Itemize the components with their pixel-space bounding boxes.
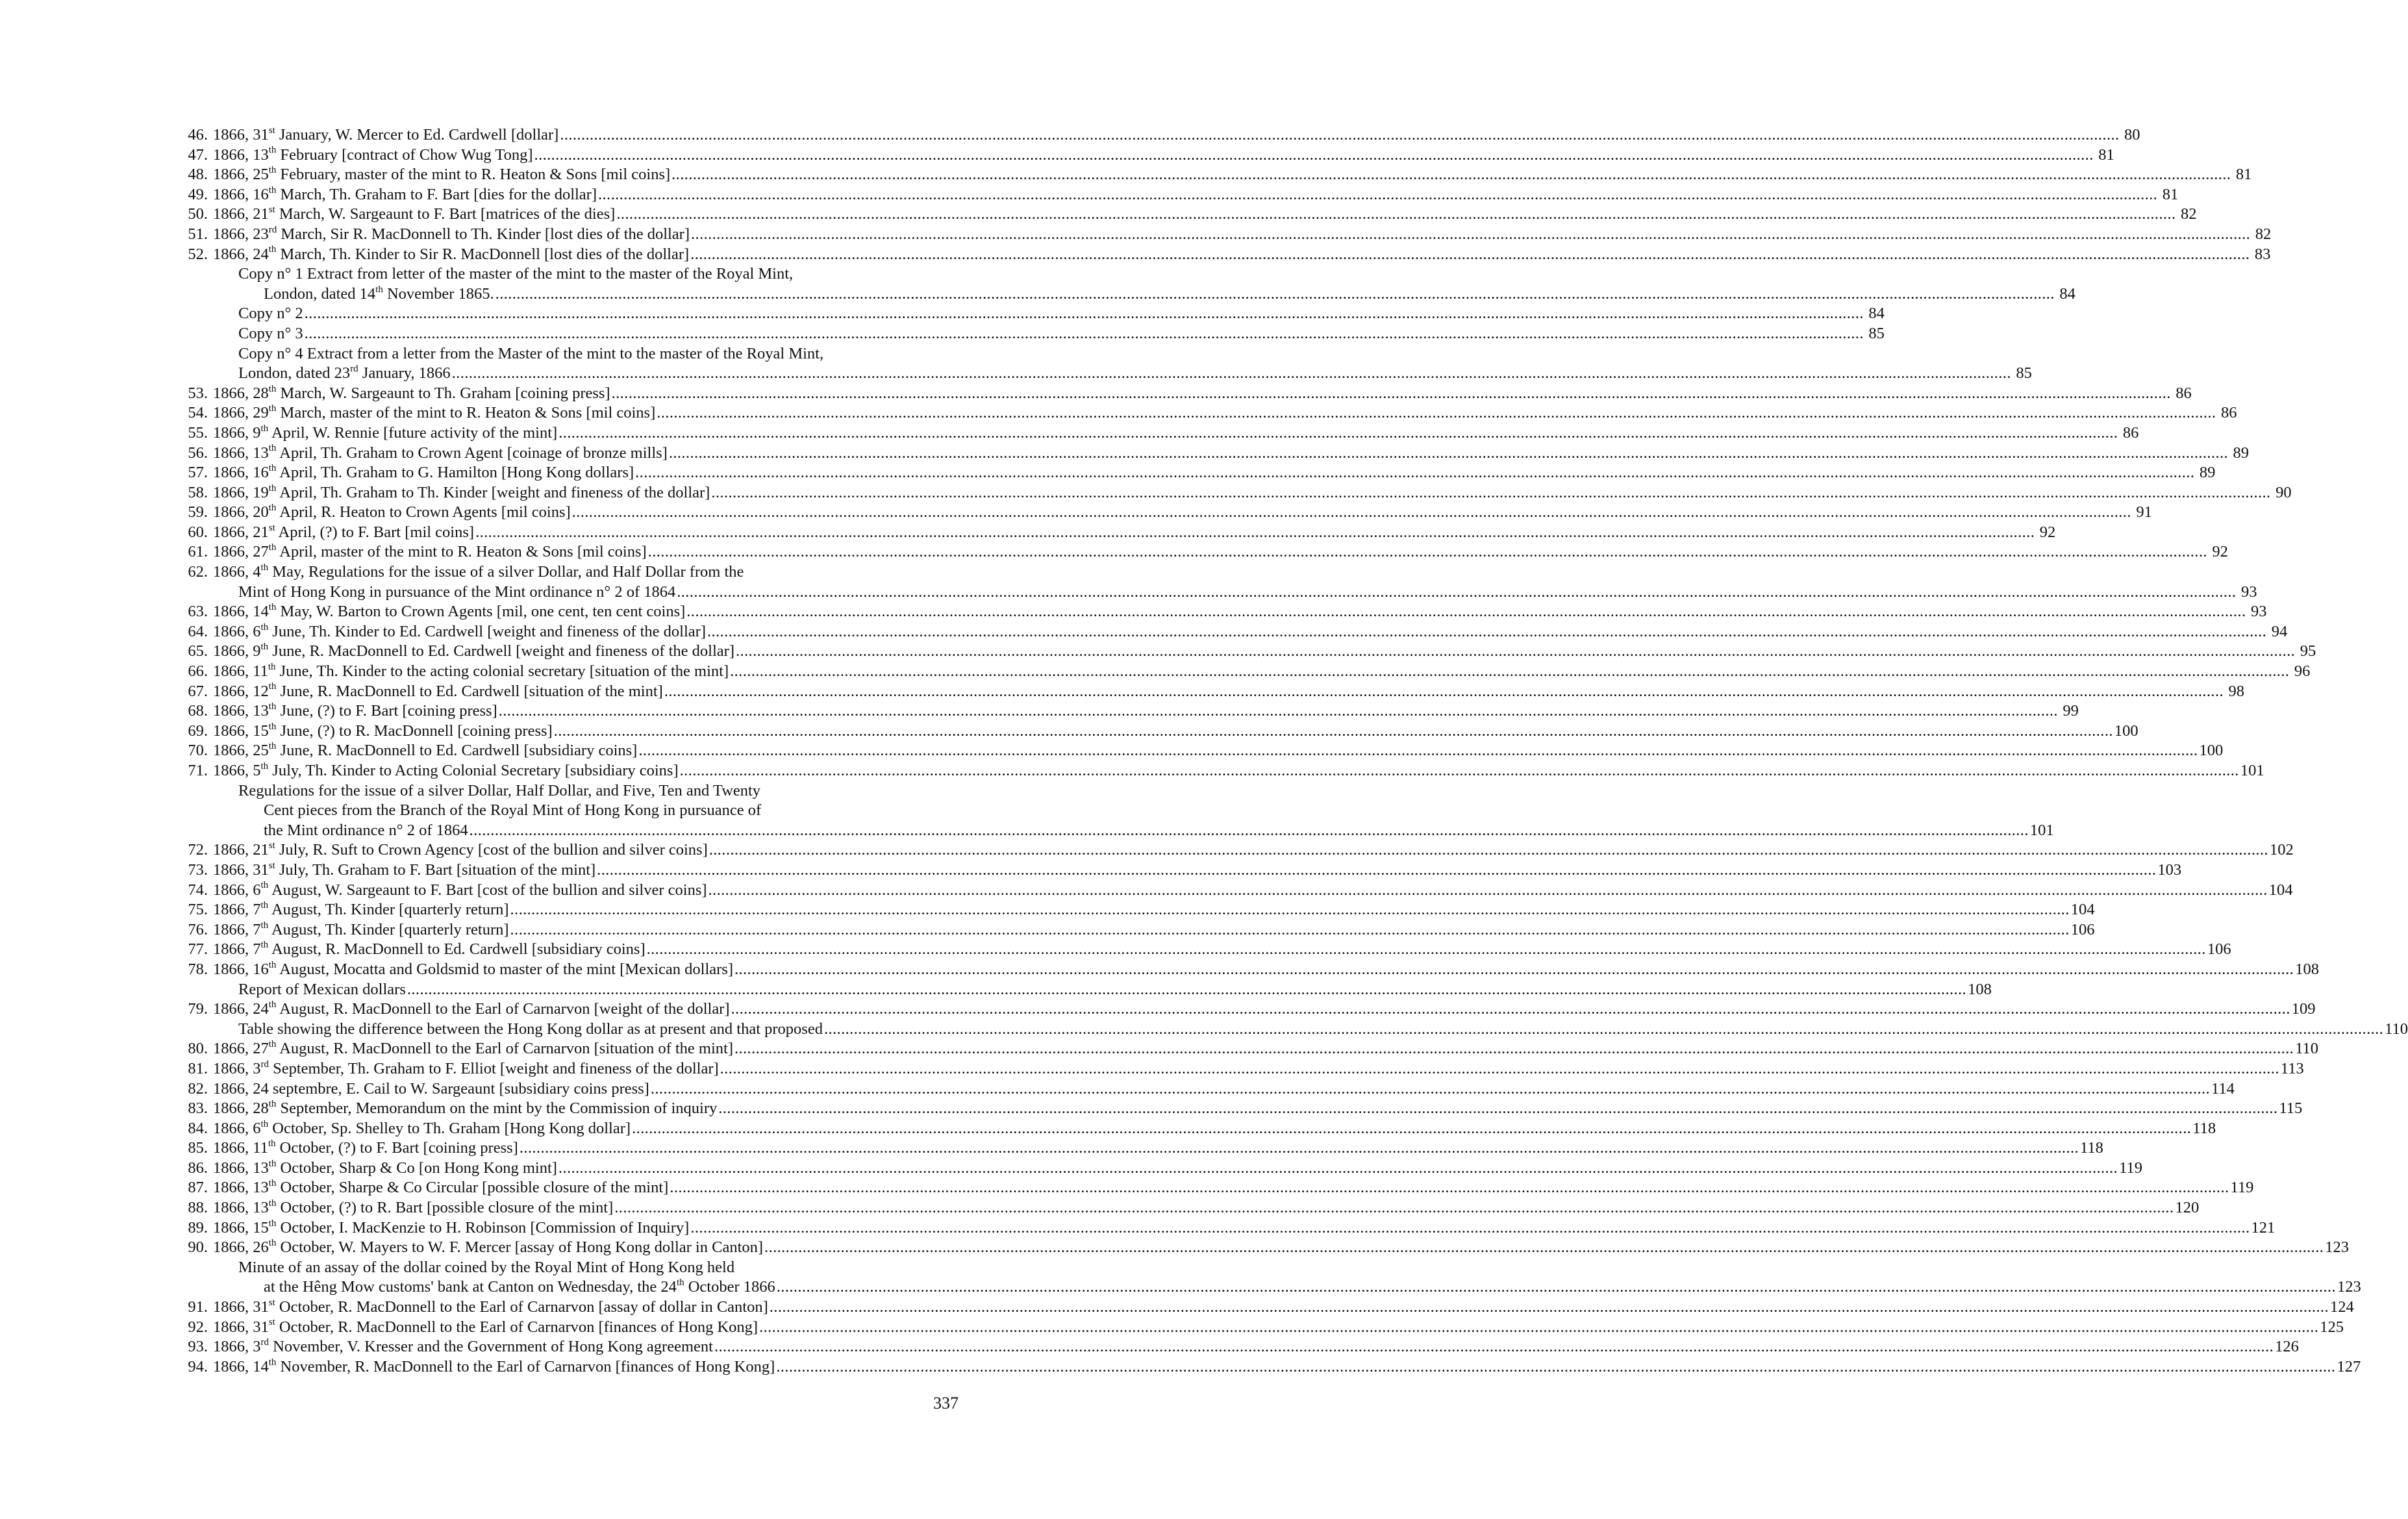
dot-leader (560, 125, 2119, 145)
entry-page: 83 (2254, 245, 2271, 263)
entry-page: 110 (2295, 1040, 2319, 1058)
toc-entry (179, 1039, 2319, 1059)
entry-page: 98 (2228, 682, 2245, 700)
entry-page: 101 (2240, 762, 2264, 779)
entry-page: 108 (2295, 960, 2319, 978)
entry-title: 1866, 24th March, Th. Kinder to Sir R. MacDonnell [lost dies of the dollar] (213, 244, 690, 263)
entry-title: 1866, 25th February, master of the mint to R. Heaton & Sons [mil coins] (213, 165, 671, 184)
entry-number: 51. (188, 225, 208, 243)
entry-number: 85. (188, 1139, 208, 1157)
toc-entry (179, 1158, 2142, 1179)
toc-entry (179, 403, 2237, 423)
entry-title: 1866, 25th June, R. MacDonnell to Ed. Cardwell [subsidiary coins] (213, 741, 638, 760)
entry-number: 76. (188, 920, 208, 938)
entry-title: Minute of an assay of the dollar coined by the Royal Mint of Hong Kong held (238, 1258, 735, 1276)
dot-leader (470, 821, 2029, 841)
dot-leader (734, 1039, 2294, 1059)
toc-entry (179, 840, 2294, 860)
entry-page: 106 (2207, 940, 2231, 959)
entry-title: 1866, 31st July, Th. Graham to F. Bart [situation of the mint] (213, 860, 596, 879)
entry-title: Copy n° 2 (238, 305, 303, 323)
entry-page: 82 (2181, 205, 2197, 223)
entry-title: London, dated 23rd January, 1866 (238, 363, 451, 383)
entry-page: 104 (2070, 901, 2095, 919)
entry-page: 101 (2029, 821, 2054, 839)
toc-entry (179, 145, 2114, 166)
dot-leader (776, 1357, 2335, 1377)
entry-number: 49. (188, 185, 208, 203)
entry-title: Report of Mexican dollars (238, 980, 406, 998)
entry-number: 83. (188, 1099, 208, 1118)
entry-page: 84 (1868, 305, 1885, 323)
entry-number: 77. (188, 940, 208, 959)
toc-entry (179, 999, 2316, 1020)
toc-entry (179, 1317, 2344, 1338)
toc-entry (179, 860, 2182, 881)
entry-title: Regulations for the issue of a silver Dollar, Half Dollar, and Five, Ten and Twenty (238, 781, 761, 799)
toc-entry (179, 165, 2252, 185)
entry-title: 1866, 4th May, Regulations for the issue of a silver Dollar, and Half Dollar from the (213, 562, 744, 581)
entry-title: 1866, 13th October, Sharpe & Co Circular [possible closure of the mint] (213, 1178, 669, 1197)
entry-number: 65. (188, 642, 208, 660)
toc-entry (179, 1178, 2254, 1198)
dot-leader (730, 662, 2289, 682)
toc-entry (179, 205, 2197, 225)
toc-entry (179, 1258, 959, 1278)
toc-entry (179, 1277, 2361, 1298)
toc-entry (179, 284, 2076, 305)
entry-title: 1866, 13th April, Th. Graham to Crown Agent [coinage of bronze mills] (213, 443, 668, 462)
dot-leader (510, 900, 2070, 920)
entry-page: 85 (2016, 364, 2032, 383)
entry-number: 73. (188, 860, 208, 879)
toc-entry (179, 821, 2054, 841)
entry-page: 91 (2136, 503, 2152, 521)
entry-number: 93. (188, 1338, 208, 1356)
entry-number: 86. (188, 1159, 208, 1177)
entry-title: 1866, 27th August, R. MacDonnell to the Earl of Carnarvon [situation of the mint] (213, 1039, 733, 1058)
entry-title: 1866, 21st March, W. Sargeaunt to F. Bart [matrices of the dies] (213, 205, 616, 223)
entry-page: 86 (2220, 404, 2237, 422)
entry-number: 47. (188, 145, 208, 164)
entry-title: 1866, 9th June, R. MacDonnell to Ed. Cardwell [weight and fineness of the dollar] (213, 642, 734, 660)
dot-leader (714, 1337, 2274, 1357)
toc-entry (179, 184, 2179, 205)
dot-leader (707, 622, 2266, 642)
entry-title: 1866, 31st January, W. Mercer to Ed. Cardwell [dollar] (213, 125, 559, 144)
toc-entry (179, 443, 2250, 464)
entry-number: 61. (188, 543, 208, 561)
entry-page: 123 (2337, 1278, 2361, 1296)
entry-title: 1866, 28th March, W. Sargeaunt to Th. Graham [coining press] (213, 383, 610, 402)
entry-title: 1866, 28th September, Memorandum on the mint by the Commission of inquiry (213, 1098, 718, 1118)
entry-number: 57. (188, 464, 208, 482)
dot-leader (495, 284, 2055, 305)
entry-title: Cent pieces from the Branch of the Royal Mint of Hong Kong in pursuance of (264, 801, 762, 820)
dot-leader (598, 185, 2157, 205)
dot-leader (638, 741, 2198, 761)
entry-page: 81 (2098, 145, 2114, 164)
entry-number: 84. (188, 1119, 208, 1137)
entry-title: 1866, 16th March, Th. Graham to F. Bart [dies for the dollar] (213, 184, 597, 203)
entry-title: 1866, 7th August, R. MacDonnell to Ed. Cardwell [subsidiary coins] (213, 940, 646, 959)
toc-entry (179, 959, 2319, 980)
dot-leader (554, 722, 2113, 742)
entry-title: 1866, 3rd November, V. Kresser and the Government of Hong Kong agreement (213, 1337, 713, 1356)
entry-title: 1866, 27th April, master of the mint to R. Heaton & Sons [mil coins] (213, 542, 647, 561)
entry-number: 70. (188, 742, 208, 760)
dot-leader (305, 324, 1864, 344)
entry-page: 92 (2039, 523, 2056, 541)
entry-number: 55. (188, 423, 208, 442)
entry-number: 88. (188, 1199, 208, 1217)
dot-leader (777, 1277, 2336, 1298)
toc-entry (179, 880, 2293, 901)
entry-title: 1866, 21st July, R. Suft to Crown Agency [cost of the bullion and silver coins] (213, 840, 708, 859)
dot-leader (680, 761, 2239, 781)
dot-leader (614, 1198, 2174, 1218)
entry-page: 118 (2080, 1139, 2103, 1157)
entry-number: 79. (188, 1000, 208, 1018)
dot-leader (709, 881, 2268, 901)
toc-entry (179, 1059, 2304, 1079)
entry-page: 110 (2385, 1020, 2408, 1038)
toc-entry (179, 522, 2056, 543)
dot-leader (690, 1218, 2250, 1238)
entry-title: Mint of Hong Kong in pursuance of the Mint ordinance n° 2 of 1864 (238, 583, 676, 601)
toc-entry (179, 125, 2140, 145)
entry-title: Copy n° 3 (238, 324, 303, 342)
toc-entry (179, 1079, 2235, 1099)
dot-leader (616, 205, 2176, 225)
toc-entry (179, 920, 2095, 940)
entry-title: 1866, 16th April, Th. Graham to G. Hamilton [Hong Kong dollars] (213, 462, 634, 482)
entry-number: 82. (188, 1079, 208, 1098)
entry-page: 84 (2059, 284, 2076, 303)
entry-number: 81. (188, 1059, 208, 1077)
dot-leader (764, 1238, 2324, 1258)
entry-number: 90. (188, 1238, 208, 1257)
entry-title: 1866, 11th October, (?) to F. Bart [coining press] (213, 1138, 518, 1157)
entry-number: 74. (188, 881, 208, 899)
dot-leader (677, 583, 2236, 603)
entry-title: 1866, 7th August, Th. Kinder [quarterly return] (213, 900, 509, 919)
toc-entry (179, 344, 959, 364)
toc-entry (179, 583, 2257, 603)
dot-leader (731, 999, 2290, 1020)
entry-page: 120 (2175, 1199, 2200, 1217)
dot-leader (558, 423, 2118, 444)
dot-leader (734, 960, 2294, 980)
entry-title: 1866, 13th October, (?) to R. Bart [possible closure of the mint] (213, 1198, 614, 1217)
entry-title: 1866, 14th November, R. MacDonnell to the Earl of Carnarvon [finances of Hong Kong] (213, 1357, 775, 1375)
entry-page: 124 (2329, 1298, 2354, 1316)
dot-leader (572, 503, 2131, 523)
entry-number: 80. (188, 1040, 208, 1058)
toc-entry (179, 324, 1885, 344)
entry-page: 85 (1868, 324, 1885, 342)
entry-page: 92 (2212, 543, 2228, 561)
toc-entry (179, 1198, 2200, 1218)
entry-page: 121 (2251, 1218, 2276, 1237)
table-of-contents (179, 125, 2408, 1377)
dot-leader (657, 403, 2216, 423)
entry-number: 64. (188, 622, 208, 640)
entry-number: 56. (188, 444, 208, 462)
entry-number: 87. (188, 1179, 208, 1197)
entry-title: the Mint ordinance n° 2 of 1864 (264, 821, 468, 839)
toc-entry (179, 1218, 2276, 1238)
toc-entry (179, 562, 959, 583)
entry-title: 1866, 15th June, (?) to R. MacDonnell [coining press] (213, 721, 553, 740)
dot-leader (632, 1119, 2191, 1139)
toc-entry (179, 483, 2292, 503)
entry-page: 81 (2162, 185, 2179, 203)
dot-leader (736, 642, 2295, 662)
entry-title: 1866, 21st April, (?) to F. Bart [mil coins] (213, 522, 475, 541)
entry-number: 48. (188, 166, 208, 184)
entry-page: 114 (2211, 1079, 2235, 1098)
entry-page: 102 (2269, 841, 2294, 859)
page-number: 337 (933, 1394, 959, 1412)
entry-title: 1866, 24 septembre, E. Cail to W. Sargeaunt [subsidiary coins press] (213, 1079, 649, 1098)
toc-entry (179, 621, 2288, 642)
dot-leader (718, 1099, 2277, 1119)
dot-leader (670, 1178, 2229, 1198)
entry-number: 89. (188, 1218, 208, 1237)
toc-entry (179, 721, 2138, 742)
toc-entry (179, 462, 2216, 483)
entry-title: 1866, 19th April, Th. Graham to Th. Kinder [weight and fineness of the dollar] (213, 483, 710, 501)
entry-page: 82 (2255, 225, 2272, 243)
entry-page: 123 (2325, 1238, 2349, 1257)
dot-leader (720, 1059, 2279, 1079)
entry-title: 1866, 31st October, R. MacDonnell to the Earl of Carnarvon [finances of Hong Kong] (213, 1317, 759, 1336)
entry-title: 1866, 11th June, Th. Kinder to the acting colonial secretary [situation of the mint] (213, 661, 729, 681)
dot-leader (709, 840, 2268, 860)
dot-leader (686, 602, 2246, 622)
toc-entry (179, 264, 959, 284)
entry-number: 53. (188, 384, 208, 402)
dot-leader (770, 1298, 2329, 1318)
entry-title: at the Hêng Mow customs' bank at Canton on Wednesday, the 24th October 1866 (264, 1277, 775, 1296)
dot-leader (407, 980, 1966, 1000)
entry-number: 66. (188, 662, 208, 681)
entry-title: 1866, 12th June, R. MacDonnell to Ed. Cardwell [situation of the mint] (213, 681, 663, 700)
toc-entry (179, 363, 2032, 384)
dot-leader (690, 245, 2250, 265)
entry-title: 1866, 5th July, Th. Kinder to Acting Colonial Secretary [subsidiary coins] (213, 760, 679, 779)
entry-title: London, dated 14th November 1865. (264, 284, 494, 303)
entry-page: 89 (2233, 444, 2250, 462)
entry-number: 54. (188, 404, 208, 422)
entry-number: 71. (188, 762, 208, 779)
dot-leader (651, 1079, 2210, 1099)
toc-entry (179, 781, 959, 801)
toc-entry (179, 383, 2192, 404)
entry-number: 60. (188, 523, 208, 541)
entry-page: 100 (2114, 722, 2138, 740)
entry-title: Copy n° 4 Extract from a letter from the Master of the mint to the master of the Royal Mint, (238, 344, 824, 362)
toc-entry (179, 900, 2095, 920)
entry-page: 93 (2240, 583, 2257, 601)
toc-entry (179, 760, 2264, 781)
dot-leader (305, 304, 1864, 324)
toc-entry (179, 244, 2271, 265)
entry-page: 80 (2124, 126, 2140, 144)
entry-title: 1866, 13th February [contract of Chow Wug Tong] (213, 145, 533, 164)
toc-entry (179, 1238, 2349, 1258)
dot-leader (534, 145, 2094, 166)
toc-entry (179, 542, 2228, 562)
entry-number: 59. (188, 503, 208, 521)
entry-title: 1866, 29th March, master of the mint to R. Heaton & Sons [mil coins] (213, 403, 656, 422)
dot-leader (664, 682, 2224, 702)
entry-page: 81 (2235, 166, 2252, 184)
entry-page: 119 (2119, 1159, 2142, 1177)
entry-title: 1866, 13th June, (?) to F. Bart [coining press] (213, 701, 497, 720)
entry-page: 100 (2199, 742, 2224, 760)
toc-entry (179, 681, 2245, 702)
toc-entry (179, 980, 1992, 1000)
dot-leader (759, 1318, 2318, 1338)
entry-title: 1866, 3rd September, Th. Graham to F. Elliot [weight and fineness of the dollar] (213, 1059, 719, 1077)
entry-number: 91. (188, 1298, 208, 1316)
entry-page: 127 (2337, 1357, 2361, 1375)
toc-entry (179, 423, 2139, 444)
entry-page: 104 (2268, 881, 2293, 899)
dot-leader (612, 384, 2171, 404)
toc-entry (179, 503, 2152, 523)
entry-title: 1866, 14th May, W. Barton to Crown Agents [mil, one cent, ten cent coins] (213, 602, 686, 621)
entry-page: 94 (2271, 622, 2288, 640)
dot-leader (510, 920, 2070, 940)
entry-title: 1866, 13th October, Sharp & Co [on Hong Kong mint] (213, 1158, 557, 1177)
entry-page: 109 (2291, 1000, 2316, 1018)
entry-number: 72. (188, 841, 208, 859)
entry-title: 1866, 6th October, Sp. Shelley to Th. Graham [Hong Kong dollar] (213, 1118, 631, 1137)
entry-title: 1866, 6th June, Th. Kinder to Ed. Cardwell [weight and fineness of the dollar] (213, 621, 706, 640)
toc-entry (179, 602, 2267, 622)
entry-page: 93 (2250, 603, 2267, 621)
entry-title: Table showing the difference between the Hong Kong dollar as at present and that proposed (238, 1020, 823, 1038)
entry-number: 58. (188, 483, 208, 501)
entry-page: 89 (2199, 464, 2216, 482)
entry-number: 94. (188, 1357, 208, 1375)
dot-leader (648, 542, 2207, 562)
entry-page: 86 (2122, 423, 2139, 442)
entry-page: 90 (2276, 483, 2292, 501)
entry-title: 1866, 24th August, R. MacDonnell to the Earl of Carnarvon [weight of the dollar] (213, 999, 730, 1018)
entry-page: 119 (2230, 1179, 2254, 1197)
dot-leader (691, 225, 2250, 245)
entry-number: 68. (188, 702, 208, 720)
entry-title: 1866, 23rd March, Sir R. MacDonnell to Th. Kinder [lost dies of the dollar] (213, 224, 690, 243)
toc-entry (179, 940, 2231, 960)
dot-leader (475, 523, 2035, 543)
entry-page: 95 (2300, 642, 2316, 660)
toc-entry (179, 1357, 2361, 1377)
dot-leader (669, 444, 2228, 464)
entry-page: 108 (1968, 980, 1992, 998)
entry-title: 1866, 16th August, Mocatta and Goldsmid to master of the mint [Mexican dollars] (213, 959, 733, 978)
entry-number: 50. (188, 205, 208, 223)
dot-leader (671, 165, 2231, 185)
entry-title: 1866, 31st October, R. MacDonnell to the Earl of Carnarvon [assay of dollar in Canton] (213, 1297, 768, 1316)
toc-entry (179, 1138, 2103, 1159)
entry-number: 52. (188, 245, 208, 263)
entry-title: Copy n° 1 Extract from letter of the master of the mint to the master of the Royal Mint, (238, 265, 794, 283)
dot-leader (499, 701, 2058, 722)
toc-entry (179, 224, 2272, 245)
entry-page: 125 (2320, 1318, 2344, 1336)
toc-entry (179, 1337, 2299, 1357)
entry-number: 62. (188, 563, 208, 581)
toc-entry (179, 741, 2224, 761)
entry-number: 67. (188, 682, 208, 700)
entry-page: 106 (2070, 920, 2095, 938)
dot-leader (635, 463, 2194, 483)
toc-entry (179, 642, 2316, 662)
entry-page: 99 (2063, 702, 2079, 720)
toc-entry (179, 1118, 2216, 1139)
entry-page: 118 (2192, 1119, 2216, 1137)
entry-number: 78. (188, 960, 208, 978)
entry-number: 46. (188, 126, 208, 144)
entry-title: 1866, 15th October, I. MacKenzie to H. Robinson [Commission of Inquiry] (213, 1218, 690, 1237)
entry-title: 1866, 20th April, R. Heaton to Crown Agents [mil coins] (213, 503, 571, 521)
entry-page: 103 (2157, 860, 2182, 879)
toc-entry (179, 1297, 2354, 1318)
toc-entry (179, 801, 959, 821)
entry-title: 1866, 6th August, W. Sargeaunt to F. Bart [cost of the bullion and silver coins] (213, 880, 707, 899)
dot-leader (597, 860, 2156, 881)
toc-entry (179, 1020, 2408, 1040)
entry-number: 63. (188, 603, 208, 621)
entry-title: 1866, 7th August, Th. Kinder [quarterly return] (213, 920, 509, 938)
entry-title: 1866, 26th October, W. Mayers to W. F. Mercer [assay of Hong Kong dollar in Canton] (213, 1238, 764, 1257)
entry-number: 69. (188, 722, 208, 740)
toc-entry (179, 661, 2311, 682)
dot-leader (520, 1138, 2079, 1159)
entry-page: 86 (2176, 384, 2192, 402)
dot-leader (558, 1159, 2118, 1179)
dot-leader (711, 483, 2270, 503)
dot-leader (824, 1020, 2383, 1040)
toc-entry (179, 1098, 2303, 1119)
entry-title: 1866, 9th April, W. Rennie [future activity of the mint] (213, 423, 558, 442)
dot-leader (452, 364, 2011, 384)
entry-number: 75. (188, 901, 208, 919)
entry-page: 113 (2280, 1059, 2304, 1077)
dot-leader (647, 940, 2206, 960)
entry-page: 126 (2275, 1338, 2299, 1356)
toc-entry (179, 701, 2079, 722)
entry-page: 96 (2294, 662, 2311, 681)
entry-page: 115 (2279, 1099, 2303, 1118)
toc-entry (179, 304, 1885, 324)
entry-number: 92. (188, 1318, 208, 1336)
